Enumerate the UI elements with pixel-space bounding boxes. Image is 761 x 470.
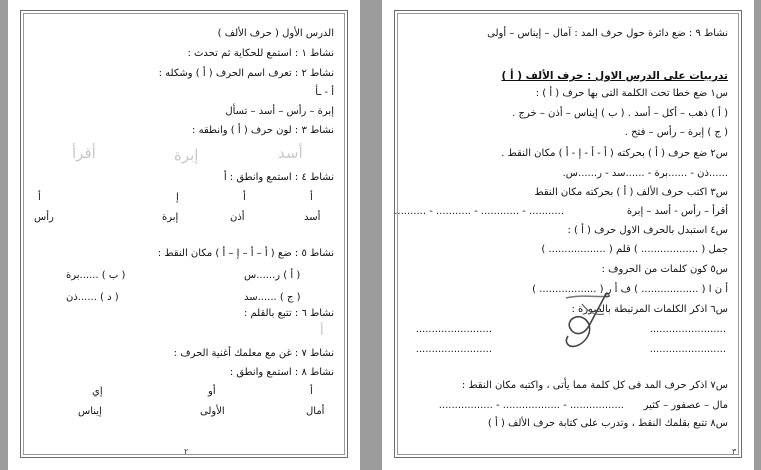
q1-row: ( أ ) ذهب – أكل – أسد . ( ب ) إيناس – أذن – خرج .	[512, 108, 728, 119]
question-3: س٣ اكتب حرف الألف ( أ ) بحركته مكان النقط	[534, 187, 728, 198]
activity-4: نشاط ٤ : استمع وانطق : أ	[223, 172, 334, 183]
question-8: س٨ تتبع بقلمك النقط ، وتدرب على كتابة حرف الألف ( أ )	[487, 418, 728, 429]
activity-3: نشاط ٣ : لون حرف ( أ ) وانطقه :	[192, 125, 334, 136]
a5-item: ( ج ) ......سد	[244, 292, 301, 303]
a4-letter: إ	[176, 192, 179, 203]
a4-word: رأس	[34, 212, 54, 223]
a8-letter: إي	[92, 386, 103, 397]
coloring-word: إبرة	[174, 146, 199, 164]
a8-letter: أو	[208, 386, 216, 397]
q6-blank: ........................	[649, 344, 726, 355]
page-number: ٢	[184, 447, 189, 456]
example-words: إبرة – رأس – أسد – تسأل	[225, 106, 334, 117]
a8-word: إيناس	[78, 406, 102, 417]
a4-word: إبرة	[162, 212, 179, 223]
lesson-title: الدرس الأول ( حرف الألف )	[217, 28, 334, 39]
question-2: س٢ ضع حرف ( أ ) بحركته ( أ - أ - إ - أ ) مكان النقط .	[501, 148, 728, 159]
q6-blank: ........................	[649, 324, 726, 335]
activity-1: نشاط ١ : استمع للحكاية ثم تحدث :	[187, 48, 334, 59]
a4-letter: أ	[243, 192, 246, 203]
question-5: س٥ كون كلمات من الحروف :	[601, 264, 728, 275]
question-7: س٧ اذكر حرف المد فى كل كلمة مما يأتى ، واكتبه مكان النقط :	[461, 380, 728, 391]
q4-items: جمل ( .................. ) قلم ( .................. )	[541, 244, 728, 255]
question-6: س٦ اذكر الكلمات المرتبطة بالصورة :	[571, 304, 728, 315]
activity-9: نشاط ٩ : ضع دائرة حول حرف المد : آمال – إيناس – أولى	[487, 28, 728, 39]
trace-letter: أ	[320, 324, 324, 339]
q7-blanks: ................. - .................. - .................	[438, 400, 624, 411]
question-1: س١ ضع خطا تحت الكلمة التى بها حرف ( أ ) :	[535, 88, 728, 99]
coloring-word: أقرأ	[72, 144, 96, 162]
a8-letter: أ	[310, 386, 313, 397]
q6-blank: ........................	[415, 324, 492, 335]
q3-blanks: ........... - ............ - ........... - ..........	[394, 206, 564, 217]
a5-item: ( ب ) ......برة	[66, 270, 126, 281]
q1-row: ( ج ) إبرة – رأس – فتح .	[624, 127, 728, 138]
page-number: ٣	[732, 447, 737, 456]
q7-words: مال – عصفور – كثير	[643, 400, 728, 411]
a5-item: ( أ ) ر......س	[244, 270, 301, 281]
activity-6: نشاط ٦ : تتبع بالقلم :	[243, 308, 334, 319]
a4-letter: أ	[38, 192, 41, 203]
q2-row: ......ذن - ......برة - ......سد - ر......س.	[562, 168, 728, 179]
a4-word: أذن	[230, 212, 245, 223]
thread-and-needle-image	[560, 290, 618, 352]
a8-word: الأولى	[200, 406, 225, 417]
activity-8: نشاط ٨ : استمع وانطق :	[229, 367, 334, 378]
a5-item: ( د ) ......ذن	[66, 292, 119, 303]
a4-word: أسد	[304, 212, 321, 223]
activity-2: نشاط ٢ : تعرف اسم الحرف ( أ ) وشكله :	[158, 68, 334, 79]
q5-items: أ ن ا ( .................. ) ف أ ر ( .................. )	[532, 284, 728, 295]
right-page	[382, 0, 754, 470]
q3-words: أقرأ – رأس - أسد – إبرة	[626, 206, 728, 217]
left-page	[8, 0, 360, 470]
exercises-title: تدريبات على الدرس الاول : حرف الألف ( أ )	[501, 70, 728, 82]
q6-blank: ........................	[415, 344, 492, 355]
activity-5: نشاط ٥ : ضع ( أ – أ – إ – أ ) مكان النقط :	[157, 248, 334, 259]
coloring-word: أسد	[278, 144, 303, 162]
a4-letter: أ	[310, 192, 313, 203]
activity-7: نشاط ٧ : غن مع معلمك أغنية الحرف :	[173, 348, 334, 359]
a8-word: أمال	[306, 406, 325, 417]
letter-forms: أ - ـأ	[315, 87, 334, 98]
question-4: س٤ استبدل بالحرف الاول حرف ( أ ) :	[567, 225, 728, 236]
